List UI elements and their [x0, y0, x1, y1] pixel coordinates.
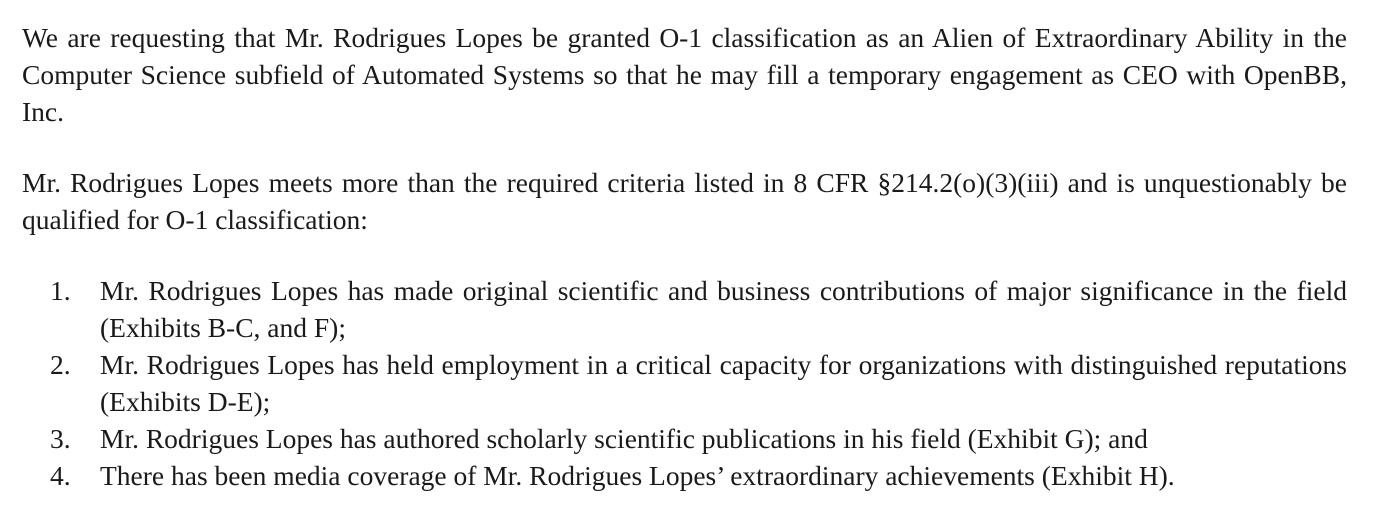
request-paragraph: We are requesting that Mr. Rodrigues Lopes be granted O-1 classification as an Alien of Extraordinary Ability in the Computer Science subfield of Automated Systems so that he may fill a temporary engagement as CEO with OpenBB, Inc. [22, 22, 1347, 127]
list-item [22, 272, 1347, 346]
list-item-number: 2. [50, 349, 71, 380]
list-item-text: Mr. Rodrigues Lopes has made original scientific and business contributions of major significance in the field (Exhibits B-C, and F); [100, 275, 1347, 343]
list-item-number: 4. [50, 460, 71, 491]
list-item [22, 457, 1347, 494]
list-item-number: 1. [50, 275, 71, 306]
list-item [22, 346, 1347, 420]
list-item-text: Mr. Rodrigues Lopes has authored scholarly scientific publications in his field (Exhibit G); and [100, 423, 1148, 454]
list-item [22, 420, 1347, 457]
criteria-list [22, 272, 1347, 494]
list-item-text: There has been media coverage of Mr. Rodrigues Lopes’ extraordinary achievements (Exhibit H). [100, 460, 1175, 491]
criteria-intro-paragraph: Mr. Rodrigues Lopes meets more than the required criteria listed in 8 CFR §214.2(o)(3)(iii) and is unquestionably be qualified for O-1 classification: [22, 167, 1347, 235]
list-item-number: 3. [50, 423, 71, 454]
list-item-text: Mr. Rodrigues Lopes has held employment in a critical capacity for organizations with distinguished reputations (Exhibits D-E); [100, 349, 1347, 417]
